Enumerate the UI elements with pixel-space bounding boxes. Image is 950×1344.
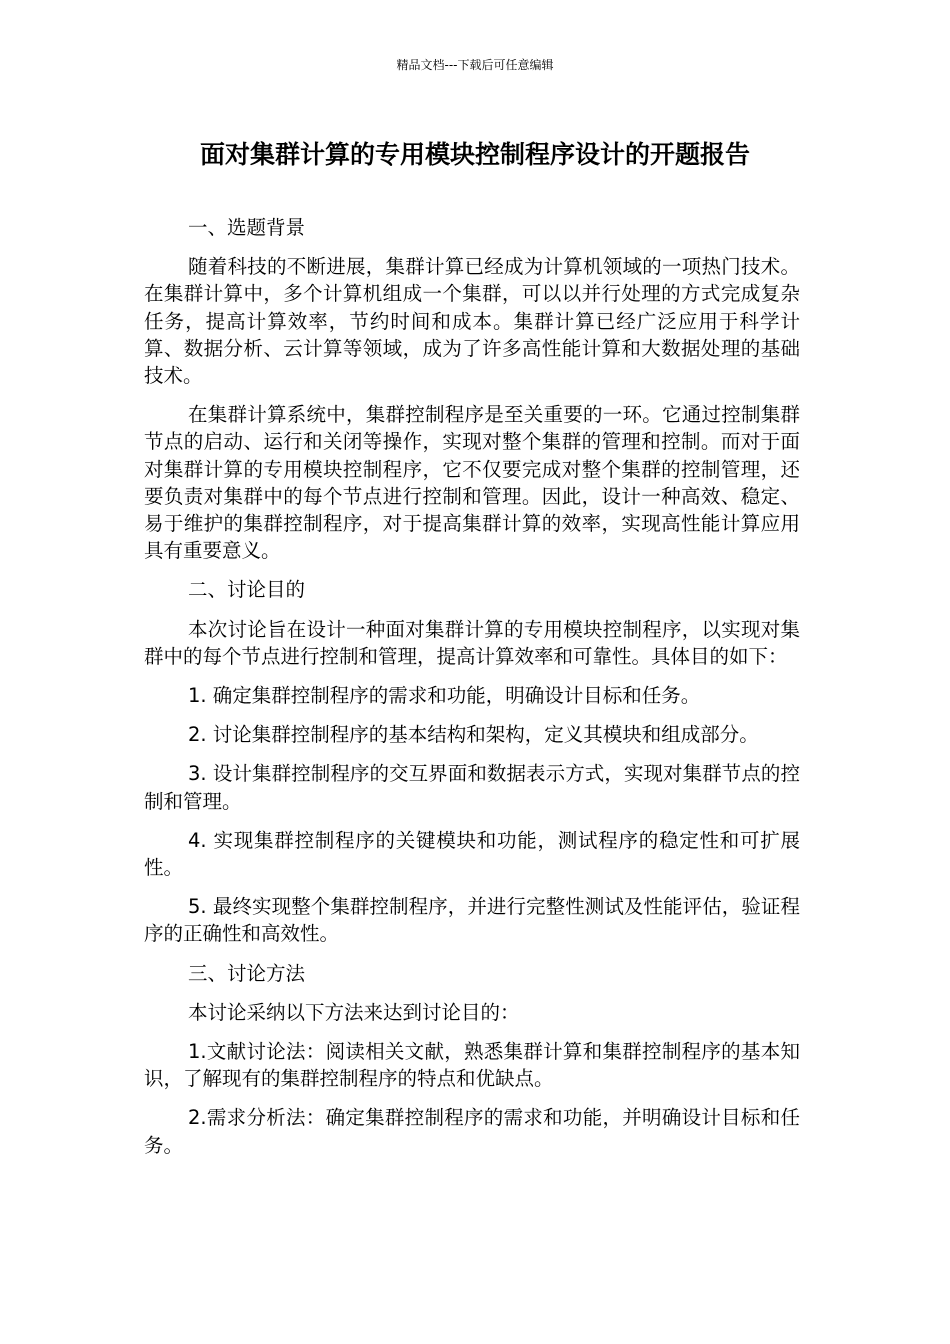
paragraph-purpose-intro: 本次讨论旨在设计一种面对集群计算的专用模块控制程序，以实现对集群中的每个节点进行控制和管理，提高计算效率和可靠性。具体目的如下： <box>144 617 800 668</box>
page-header: 精品文档---下载后可任意编辑 <box>396 58 554 72</box>
paragraph-method-intro: 本讨论采纳以下方法来达到讨论目的： <box>188 1000 520 1024</box>
list-item-purpose-5: 5. 最终实现整个集群控制程序，并进行完整性测试及性能评估，验证程序的正确性和高效性。 <box>144 895 800 946</box>
paragraph-background-2: 在集群计算系统中，集群控制程序是至关重要的一环。它通过控制集群节点的启动、运行和关闭等操作，实现对整个集群的管理和控制。而对于面对集群计算的专用模块控制程序，它不仅要完成对整个集群的控制管理，还要负责对集群中的每个节点进行控制和管理。因此，设计一种高效、稳定、易于维护的集群控制程序，对于提高集群计算的效率，实现高性能计算应用具有重要意义。 <box>144 403 800 563</box>
document-title: 面对集群计算的专用模块控制程序设计的开题报告 <box>199 140 750 169</box>
list-item-method-1: 1.文献讨论法：阅读相关文献，熟悉集群计算和集群控制程序的基本知识，了解现有的集群控制程序的特点和优缺点。 <box>144 1040 800 1091</box>
list-item-method-2: 2.需求分析法：确定集群控制程序的需求和功能，并明确设计目标和任务。 <box>144 1106 800 1157</box>
list-item-purpose-3: 3. 设计集群控制程序的交互界面和数据表示方式，实现对集群节点的控制和管理。 <box>144 762 800 813</box>
list-item-purpose-4: 4. 实现集群控制程序的关键模块和功能，测试程序的稳定性和可扩展性。 <box>144 828 800 880</box>
list-item-purpose-2: 2. 讨论集群控制程序的基本结构和架构，定义其模块和组成部分。 <box>188 723 759 747</box>
list-item-purpose-1: 1. 确定集群控制程序的需求和功能，明确设计目标和任务。 <box>188 684 701 708</box>
section-heading-background: 一、选题背景 <box>188 216 306 239</box>
section-heading-purpose: 二、讨论目的 <box>188 578 306 602</box>
document-body <box>144 214 800 1171</box>
section-heading-method: 三、讨论方法 <box>188 961 306 985</box>
paragraph-background-1: 随着科技的不断进展，集群计算已经成为计算机领域的一项热门技术。在集群计算中，多个计算机组成一个集群，可以以并行处理的方式完成复杂任务，提高计算效率，节约时间和成本。集群计算已经广泛应用于科学计算、数据分析、云计算等领域，成为了许多高性能计算和大数据处理的基础技术。 <box>144 255 800 388</box>
